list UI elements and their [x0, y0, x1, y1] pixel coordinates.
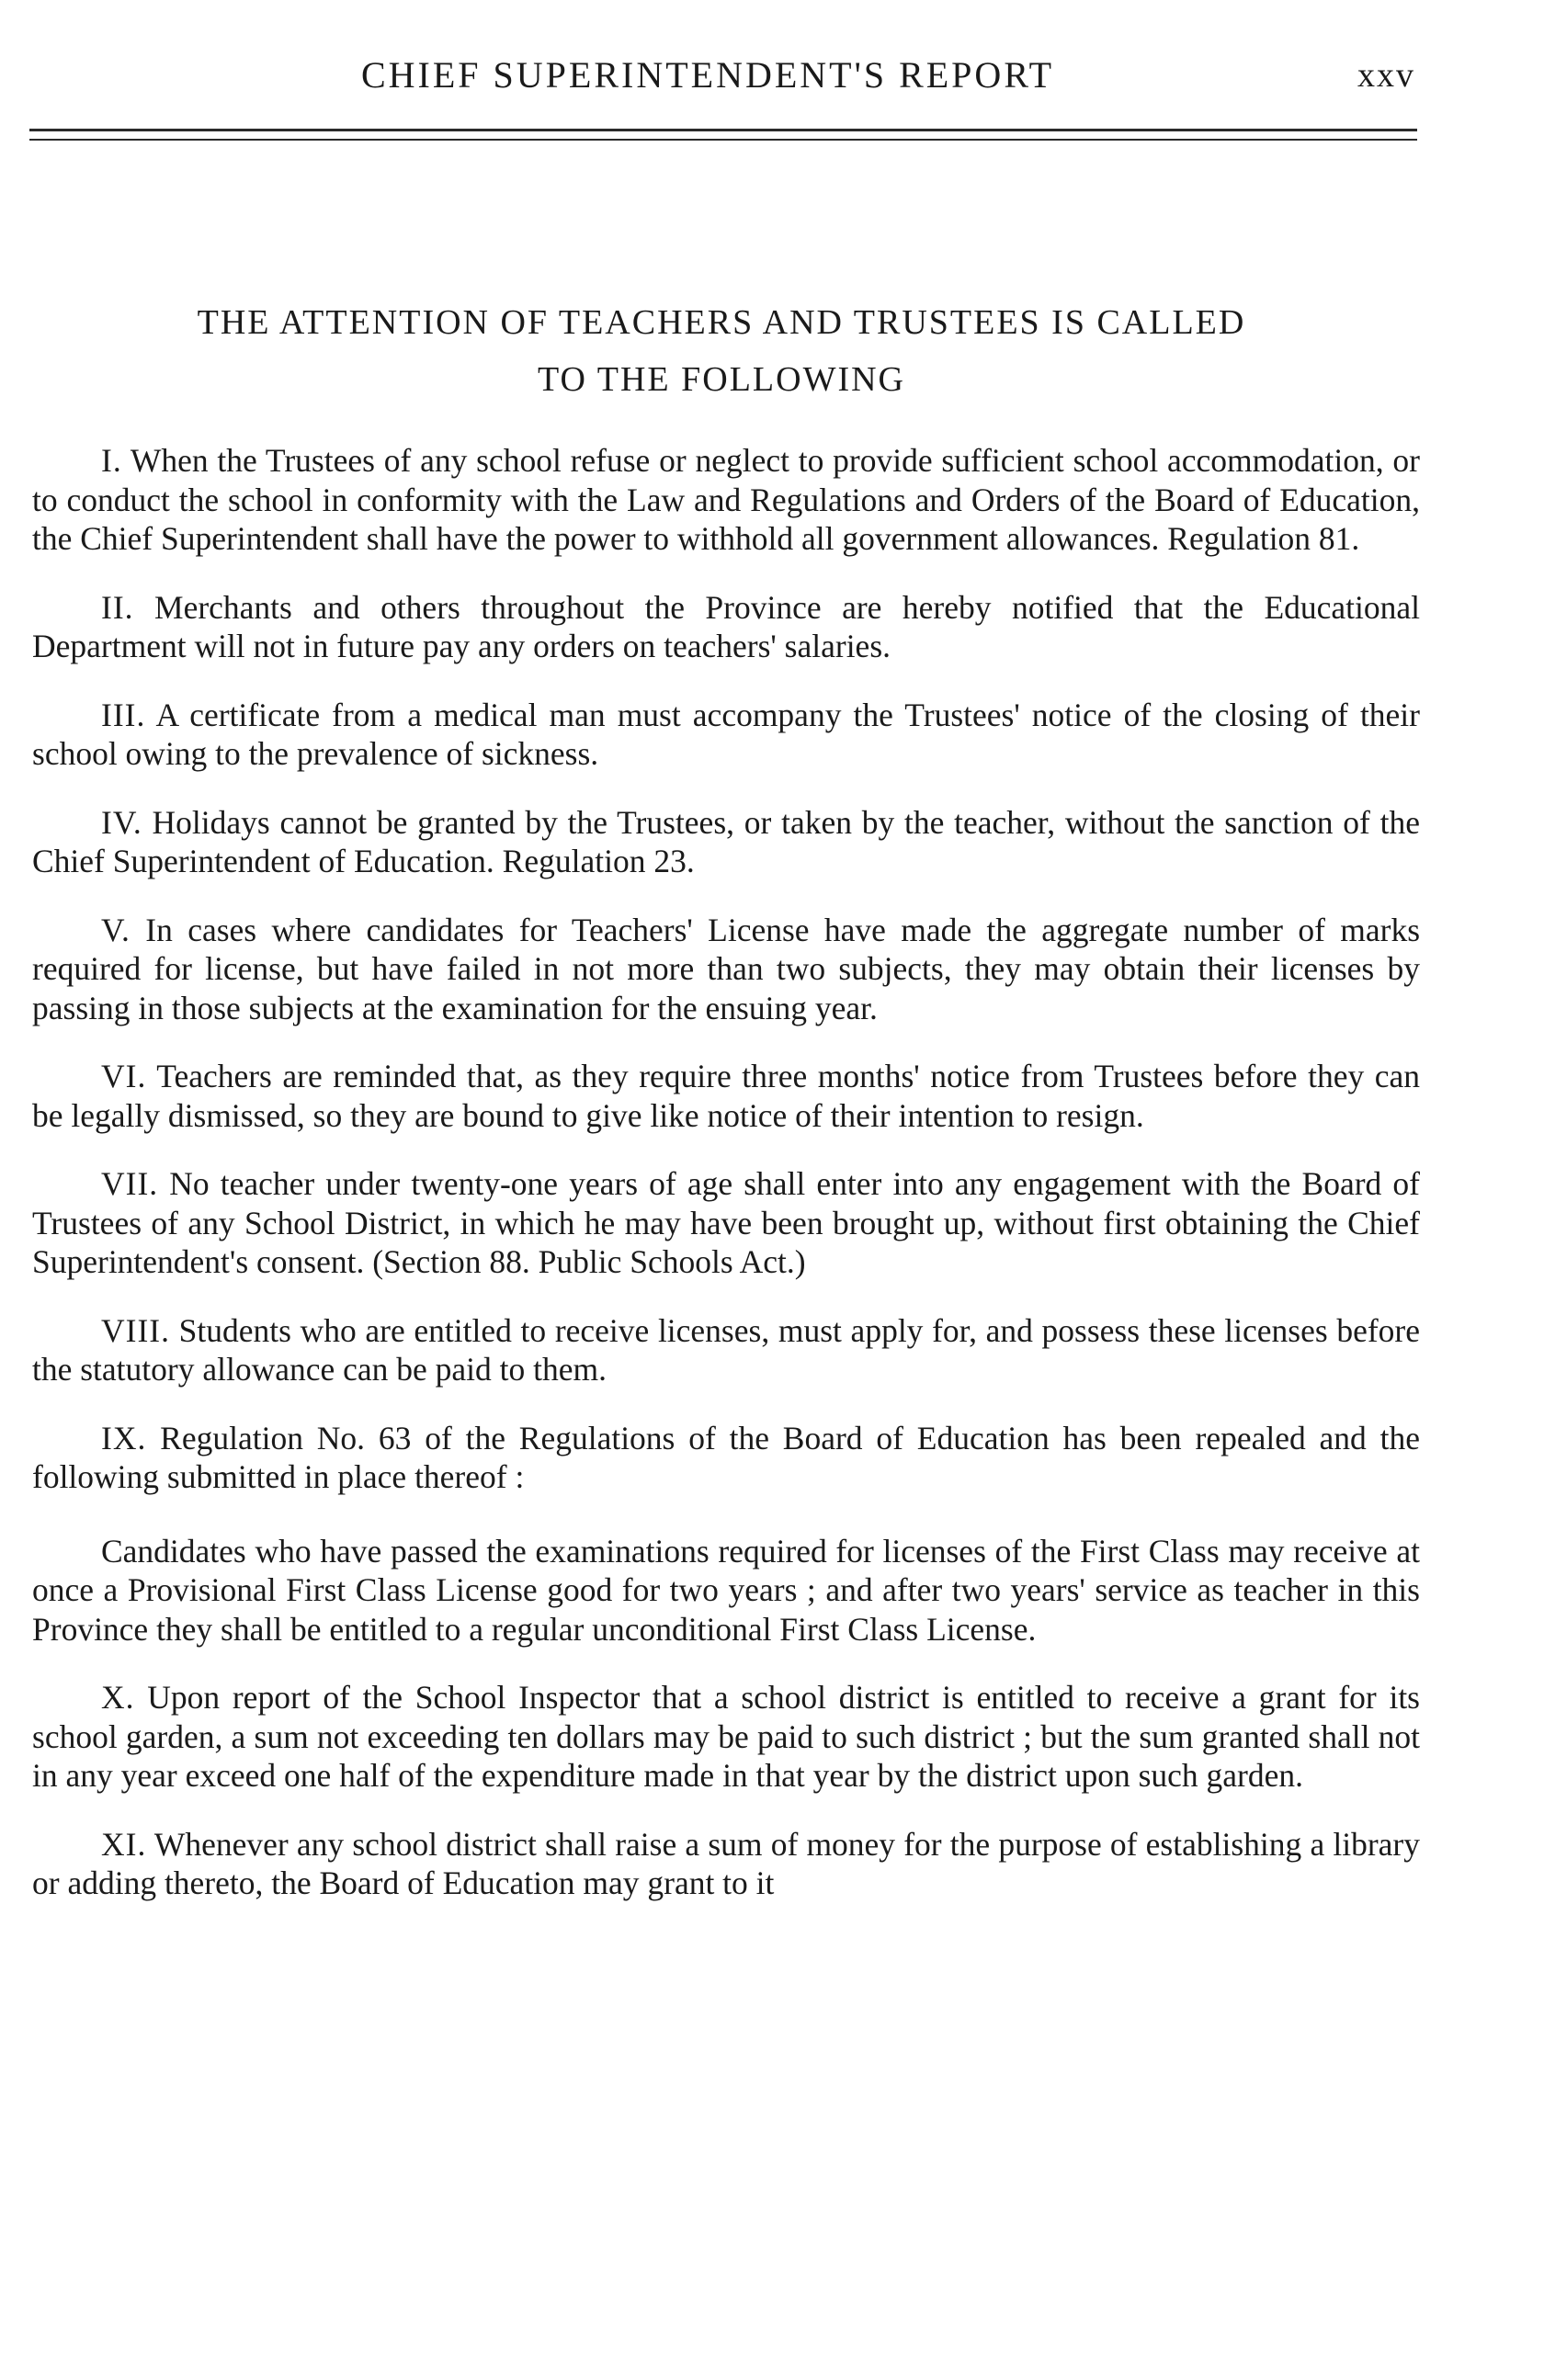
paragraph-iii — [32, 696, 1420, 774]
page-number: xxv — [1357, 56, 1415, 95]
paragraph-number: IX. — [101, 1419, 147, 1456]
paragraph-text: In cases where candidates for Teachers' License have made the aggregate number of marks required for license, but have failed in not more than two subjects, they may obtain their licenses by passing in those subjects at the examination for the ensuing year. — [32, 911, 1421, 1026]
paragraph-text: Students who are entitled to receive licenses, must apply for, and possess these licenses before the statutory allowance can be paid to them. — [32, 1311, 1421, 1388]
paragraph-number: VIII. — [101, 1311, 170, 1349]
paragraph-ii — [32, 588, 1420, 666]
paragraph-xi — [32, 1825, 1420, 1903]
running-head-title: CHIEF SUPERINTENDENT'S REPORT — [360, 54, 1055, 96]
paragraph-number: V. — [101, 911, 131, 948]
header-rule-lower — [29, 139, 1417, 141]
paragraph-text: Whenever any school district shall raise a sum of money for the purpose of establishing a library or adding thereto, the Board of Education may grant to it — [32, 1825, 1421, 1901]
paragraph-number: XI. — [101, 1825, 147, 1863]
paragraph-viii — [32, 1311, 1420, 1389]
notice-body — [32, 441, 1420, 1932]
paragraph-i — [32, 441, 1420, 559]
paragraph-number: VII. — [101, 1165, 159, 1202]
paragraph-v — [32, 911, 1420, 1028]
running-head — [0, 53, 1544, 108]
paragraph-number: I. — [101, 442, 122, 479]
paragraph-text: Teachers are reminded that, as they require three months' notice from Trustees before they can be legally dismissed, so they are bound to give like notice of their intention to resign. — [32, 1058, 1420, 1134]
paragraph-iv — [32, 803, 1420, 881]
paragraph-x — [32, 1678, 1420, 1796]
header-rule — [29, 129, 1417, 148]
paragraph-number: III. — [101, 696, 146, 733]
paragraph-text: Candidates who have passed the examinations required for licenses of the First Class may receive at once a Provisional First Class License good for two years ; and after two years' service as teacher in this Province they shall be entitled to a regular unconditional First Class License. — [32, 1532, 1420, 1648]
paragraph-text: Merchants and others throughout the Province are hereby notified that the Educational Department will not in future pay any orders on teachers' salaries. — [32, 588, 1420, 664]
section-heading-line-2: TO THE FOLLOWING — [538, 360, 905, 399]
header-rule-upper — [29, 129, 1417, 131]
section-heading — [55, 294, 1388, 408]
paragraph-text: When the Trustees of any school refuse or neglect to provide sufficient school accommodation, or to conduct the school in conformity with the Law and Regulations and Orders of the Board of Education, the Chief Superintendent shall have the power to withhold all government allowances. Regulation 81. — [32, 442, 1420, 557]
paragraph-number: IV. — [101, 803, 142, 841]
paragraph-text: A certificate from a medical man must accompany the Trustees' notice of the closing of their school owing to the prevalence of sickness. — [32, 696, 1420, 772]
paragraph-vii — [32, 1164, 1420, 1282]
paragraph-number: II. — [101, 588, 134, 626]
paragraph-vi — [32, 1057, 1420, 1135]
paragraph-text: Holidays cannot be granted by the Trustees, or taken by the teacher, without the sanction of the Chief Superintendent of Education. Regulation 23. — [32, 803, 1420, 879]
paragraph-number: VI. — [101, 1058, 147, 1094]
paragraph-number: X. — [101, 1679, 135, 1716]
paragraph-text: Upon report of the School Inspector that a school district is entitled to receive a grant for its school garden, a sum not exceeding ten dollars may be paid to such district ; but the sum granted shall not in any year exceed one half of the expenditure made in that year by the district upon such garden. — [32, 1679, 1420, 1794]
paragraph-text: No teacher under twenty-one years of age shall enter into any engagement with the Board of Trustees of any School District, in which he may have been brought up, without first obtaining the Chief Superintendent's consent. (Section 88. Public Schools Act.) — [32, 1165, 1420, 1280]
paragraph-ix — [32, 1419, 1420, 1497]
paragraph-text: Regulation No. 63 of the Regulations of the Board of Education has been repealed and the following submitted in place thereof : — [32, 1419, 1420, 1495]
section-heading-line-1: THE ATTENTION OF TEACHERS AND TRUSTEES IS CALLED — [197, 303, 1246, 342]
paragraph-ix-replacement — [32, 1532, 1420, 1649]
